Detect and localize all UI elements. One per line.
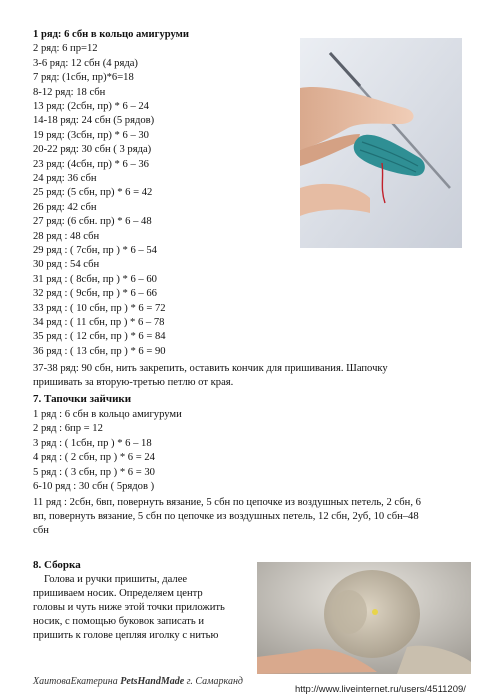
footer-url-link[interactable]: http://www.liveinternet.ru/users/4511209/: [295, 684, 466, 695]
pattern-row-13: 26 ряд: 42 сбн: [33, 201, 97, 213]
pattern-row-4: 7 ряд: (1сбн, пр)*6=18: [33, 72, 134, 84]
footer-author: ХаитоваЕкатерина: [33, 676, 118, 687]
assembly-line-2: пришиваем носик. Определяем центр: [33, 588, 203, 599]
slipper-row-5: 5 ряд : ( 3 сбн, пр ) * 6 = 30: [33, 466, 155, 478]
pattern-row-14: 27 ряд: (6 сбн. пр) * 6 – 48: [33, 216, 152, 228]
pattern-row-21: 34 ряд : ( 11 сбн, пр ) * 6 – 78: [33, 317, 165, 328]
pattern-row-6: 13 ряд: (2сбн, пр) * 6 – 24: [33, 101, 149, 112]
pattern-row-2: 2 ряд: 6 пр=12: [33, 43, 98, 55]
pattern-row-23: 36 ряд : ( 13 сбн, пр ) * 6 = 90: [33, 345, 166, 357]
pattern-row-16: 29 ряд : ( 7сбн, пр ) * 6 – 54: [33, 245, 157, 256]
assembly-line-1: Голова и ручки пришиты, далее: [44, 574, 188, 585]
pattern-row-9: 20-22 ряд: 30 сбн ( 3 ряда): [33, 144, 152, 156]
slipper-row-6: 6-10 ряд : 30 сбн ( 5рядов ): [33, 481, 155, 492]
slipper-row-3: 3 ряд : ( 1сбн, пр ) * 6 – 18: [33, 437, 152, 449]
pattern-row-20: 33 ряд : ( 10 сбн, пр ) * 6 = 72: [33, 302, 166, 314]
pattern-row-12: 25 ряд: (5 сбн, пр) * 6 = 42: [33, 187, 153, 199]
pattern-row-8: 19 ряд: (3сбн, пр) * 6 – 30: [33, 129, 149, 141]
assembly-line-4: носик, с помощью буковок записать и: [33, 616, 205, 627]
row11-line-2: вп, повернуть вязание, 5 сбн по цепочке из воздушных петель, 12 сбн, 2уб, 10 сбн–48: [33, 511, 419, 522]
pattern-row-3: 3-6 ряд: 12 сбн (4 ряда): [33, 57, 138, 69]
crochet-hand-photo: [300, 38, 462, 248]
footer-brand: PetsHandMade: [120, 676, 185, 687]
assembly-line-5: пришить к голове цепляя иголку с нитью: [33, 630, 219, 641]
pattern-row-22: 35 ряд : ( 12 сбн, пр ) * 6 = 84: [33, 331, 166, 343]
slipper-row-2: 2 ряд : 6пр = 12: [33, 423, 103, 435]
pattern-row-17: 30 ряд : 54 сбн: [33, 259, 100, 271]
footer-credit: [33, 676, 243, 687]
pattern-row-15: 28 ряд : 48 сбн: [33, 230, 100, 242]
section-7-heading: 7. Тапочки зайчики: [33, 393, 132, 405]
doll-head-photo: [257, 562, 471, 674]
footer-city: г. Самарканд: [186, 676, 243, 687]
section-8-heading: 8. Сборка: [33, 559, 81, 571]
pattern-row-7: 14-18 ряд: 24 сбн (5 рядов): [33, 115, 155, 127]
assembly-line-3: головы и чуть ниже этой точки приложить: [33, 602, 225, 613]
pattern-row-19: 32 ряд : ( 9сбн, пр ) * 6 – 66: [33, 288, 157, 300]
row11-line-3: сбн: [33, 525, 49, 536]
row11-line-1: 11 ряд : 2сбн, 6вп, повернуть вязание, 5 сбн по цепочке из воздушных петель, 2 сбн, 6: [33, 497, 421, 508]
pattern-row-11: 24 ряд: 36 сбн: [33, 173, 97, 184]
closing-line-1: 37-38 ряд: 90 сбн, нить закрепить, оставить кончик для пришивания. Шапочку: [33, 363, 388, 374]
pattern-row-18: 31 ряд : ( 8сбн, пр ) * 6 – 60: [33, 273, 157, 285]
closing-line-2: пришивать за вторую-третью петлю от края.: [33, 377, 234, 388]
slipper-row-4: 4 ряд : ( 2 сбн, пр ) * 6 = 24: [33, 452, 155, 464]
pattern-row-1: 1 ряд: 6 сбн в кольцо амигуруми: [33, 29, 189, 40]
pattern-row-10: 23 ряд: (4сбн, пр) * 6 – 36: [33, 158, 149, 170]
slipper-row-1: 1 ряд : 6 сбн в кольцо амигуруми: [33, 409, 182, 420]
pattern-row-5: 8-12 ряд: 18 сбн: [33, 86, 106, 98]
